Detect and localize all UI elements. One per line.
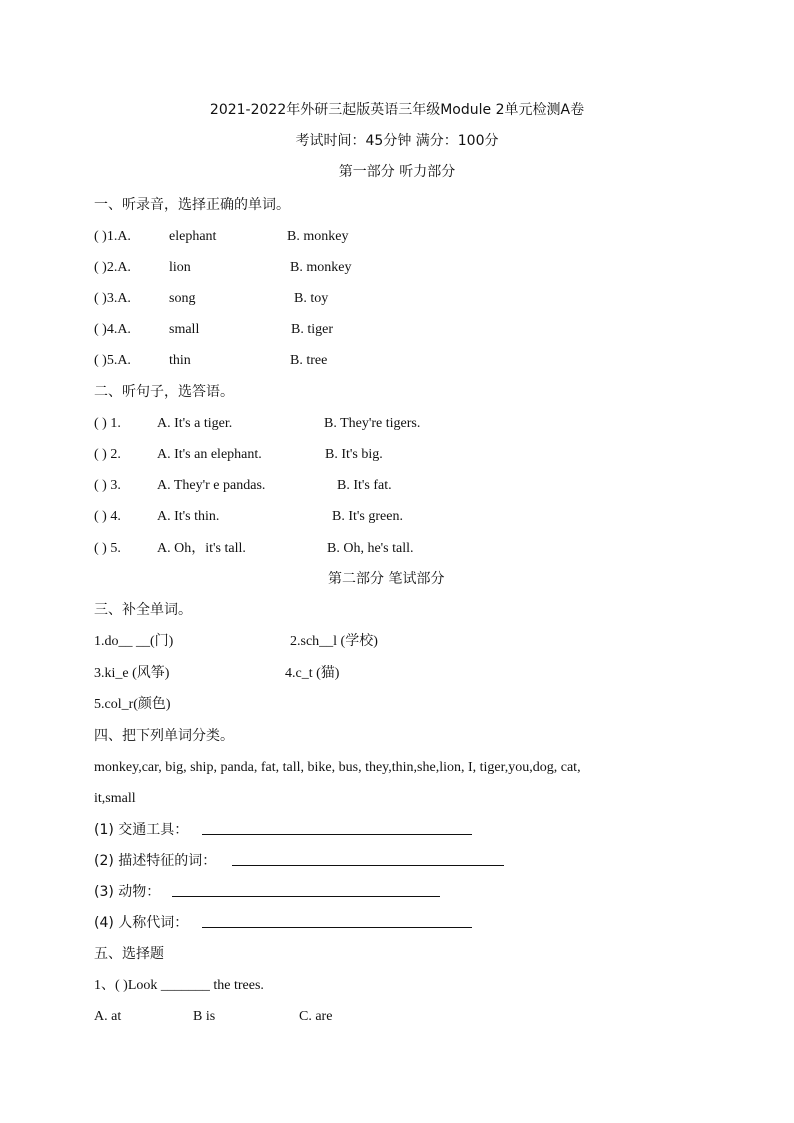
option-a: A. It's a tiger.	[157, 416, 233, 431]
question-1-option-b: B is	[193, 1009, 216, 1024]
exam-info: 考试时间：45分钟 满分：100分	[295, 133, 499, 149]
option-a: thin	[169, 353, 191, 368]
option-b: B. monkey	[287, 229, 349, 244]
option-a: A. It's an elephant.	[157, 447, 262, 462]
item-prefix: ( )2.A.	[94, 260, 131, 275]
part1-heading: 第一部分 听力部分	[338, 164, 456, 180]
option-b: B. tiger	[291, 322, 333, 337]
item-prefix: ( ) 1.	[94, 416, 121, 431]
word-4: 4.c_t (猫)	[285, 666, 340, 681]
word-list-line-1: monkey,car, big, ship, panda, fat, tall, bike, bus, they,thin,she,lion, I, tiger,you,dog, cat,	[94, 760, 581, 775]
option-b: B. tree	[290, 353, 328, 368]
answer-line[interactable]	[172, 884, 440, 897]
option-b: B. It's fat.	[337, 478, 392, 493]
option-a: song	[169, 291, 196, 306]
question-1-option-a: A. at	[94, 1009, 122, 1024]
item-prefix: ( )5.A.	[94, 353, 131, 368]
section5-heading: 五、选择题	[94, 946, 164, 962]
option-b: B. Oh, he's tall.	[327, 541, 414, 556]
category-pronouns: (4) 人称代词：	[94, 915, 189, 931]
option-a: A. They'r e pandas.	[157, 478, 266, 493]
question-1: 1、( )Look _______ the trees.	[94, 978, 264, 993]
category-transport: (1) 交通工具：	[94, 822, 189, 838]
doc-title: 2021-2022年外研三起版英语三年级Module 2单元检测A卷	[209, 102, 585, 118]
item-prefix: ( ) 4.	[94, 509, 121, 524]
part2-heading: 第二部分 笔试部分	[328, 571, 445, 587]
option-b: B. toy	[294, 291, 329, 306]
option-a: small	[169, 322, 200, 337]
item-prefix: ( ) 2.	[94, 447, 121, 462]
answer-line[interactable]	[202, 915, 472, 928]
item-prefix: ( )4.A.	[94, 322, 131, 337]
answer-line[interactable]	[232, 853, 504, 866]
section2-heading: 二、听句子，选答语。	[94, 384, 234, 400]
option-a: lion	[169, 260, 191, 275]
word-list-line-2: it,small	[94, 791, 136, 806]
word-2: 2.sch__l (学校)	[290, 634, 378, 649]
option-b: B. It's green.	[332, 509, 403, 524]
item-prefix: ( )1.A.	[94, 229, 131, 244]
answer-line[interactable]	[202, 822, 472, 835]
question-1-option-c: C. are	[299, 1009, 333, 1024]
word-3: 3.ki_e (风筝)	[94, 666, 170, 681]
option-a: elephant	[169, 229, 217, 244]
item-prefix: ( ) 5.	[94, 541, 121, 556]
word-5: 5.col_r(颜色)	[94, 697, 171, 712]
option-b: B. They're tigers.	[324, 416, 421, 431]
option-a: A. It's thin.	[157, 509, 220, 524]
word-1: 1.do__ __(门)	[94, 634, 174, 649]
section1-heading: 一、听录音，选择正确的单词。	[94, 197, 290, 213]
option-b: B. It's big.	[325, 447, 383, 462]
option-b: B. monkey	[290, 260, 352, 275]
section4-heading: 四、把下列单词分类。	[94, 728, 234, 744]
category-animals: (3) 动物：	[94, 884, 161, 900]
category-description: (2) 描述特征的词：	[94, 853, 217, 869]
section3-heading: 三、补全单词。	[94, 602, 192, 618]
item-prefix: ( ) 3.	[94, 478, 121, 493]
option-a: A. Oh，it's tall.	[157, 541, 246, 556]
item-prefix: ( )3.A.	[94, 291, 131, 306]
